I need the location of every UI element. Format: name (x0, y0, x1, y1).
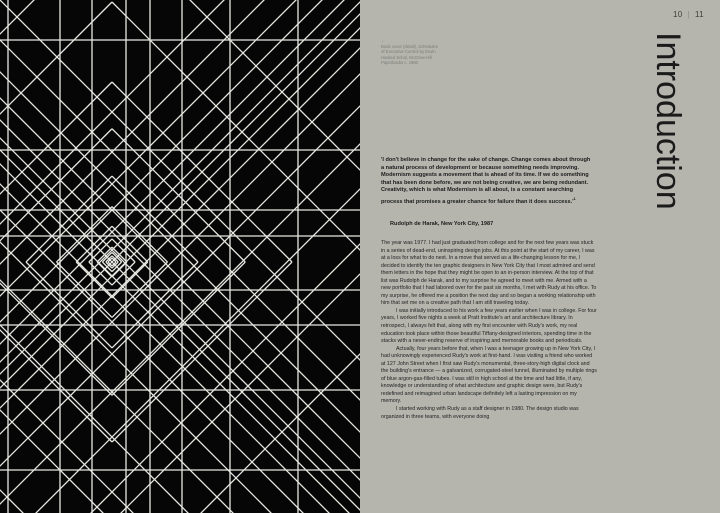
epigraph-quote (381, 157, 592, 206)
artwork-line (0, 0, 360, 512)
image-caption (381, 38, 441, 66)
right-page-number: 11 (695, 10, 704, 19)
artwork-line (0, 0, 360, 512)
body-paragraph-4: I started working with Rudy as a staff designer in 1980. The design studio was organized in three teams, with everyone doing (381, 406, 579, 420)
body-paragraph-1: The year was 1977. I had just graduated from college and for the next few years was stuck in a series of dead-end, uninspiring design jobs. At this point at the start of my career, I was at a loss for what to do next. In a move that served as a life-changing lesson for me, I decided to identify the ten graphic designers in New York City that I most admired and send them letters in the hope that they might be open to an in-person interview. At the top of that list was Rudolph de Harak, and to my surprise he agreed to meet with me. Armed with a new portfolio that I had labored over for the past six months, I met with Rudy at his office. To my surprise, he offered me a position the next day and so began a working relationship with him that set me on a creative path that I am still traveling today. (381, 240, 597, 307)
artwork-line (0, 82, 112, 262)
quote-text: 'I don't believe in change for the sake of change. Change comes about through a natural process of development or because something needs improving. Modernism suggests a movement that is ahead of its time. If we do something that has been done before, we are not being creative, we are being redundant. Creativity, which is what Modernism is all about, is a constant searching process that promises a greater chance for failure than it does success.' (381, 157, 591, 205)
artwork-line (0, 37, 360, 513)
folio-separator: | (685, 10, 693, 19)
artwork-line (0, 129, 112, 262)
footnote-marker: 1 (573, 195, 576, 201)
body-paragraph-3: Actually, four years before that, when I was a teenager growing up in New York City, I had unknowingly experienced Rudy's work at first-hand. I was visiting a friend who worked at 127 John Street when I first saw Rudy's monumental, three-story-high digital clock and the building's entrance — a galvanized, corrugated-steel tunnel, illuminated by multiple rings of blue argon-gas-filled tubes. I was still in high school at the time and had little, if any, knowledge or understanding of what architecture and graphic design were, but Rudy's redefined and reimagined urban landscape definitely left a lasting impression on my memory. (381, 345, 597, 405)
caption-pointer-icon: ← (381, 38, 386, 43)
body-text (381, 240, 597, 421)
caption-text: Book cover (detail), Schedules of Executive Control by Erwin Hasked Schol, McGraw-Hill Paperbacks c. 1960 (381, 43, 438, 66)
page-numbers (673, 10, 704, 19)
quote-attribution: Rudolph de Harak, New York City, 1987 (390, 221, 494, 227)
chapter-title: Introduction (649, 32, 687, 210)
artwork-line (0, 37, 360, 513)
left-page-number: 10 (673, 10, 683, 19)
body-paragraph-2: I was initially introduced to his work a few years earlier when I was in college. For four years, I worked five nights a week at Pratt Institute's art and architecture library. In retrospect, I always felt that, along with my first encounter with Rudy's work, my real education took place within those beautiful Tiffany-designed interiors, spending time in the stacks with a never-ending reserve of inspiring and memorable books and periodicals. (381, 307, 597, 345)
